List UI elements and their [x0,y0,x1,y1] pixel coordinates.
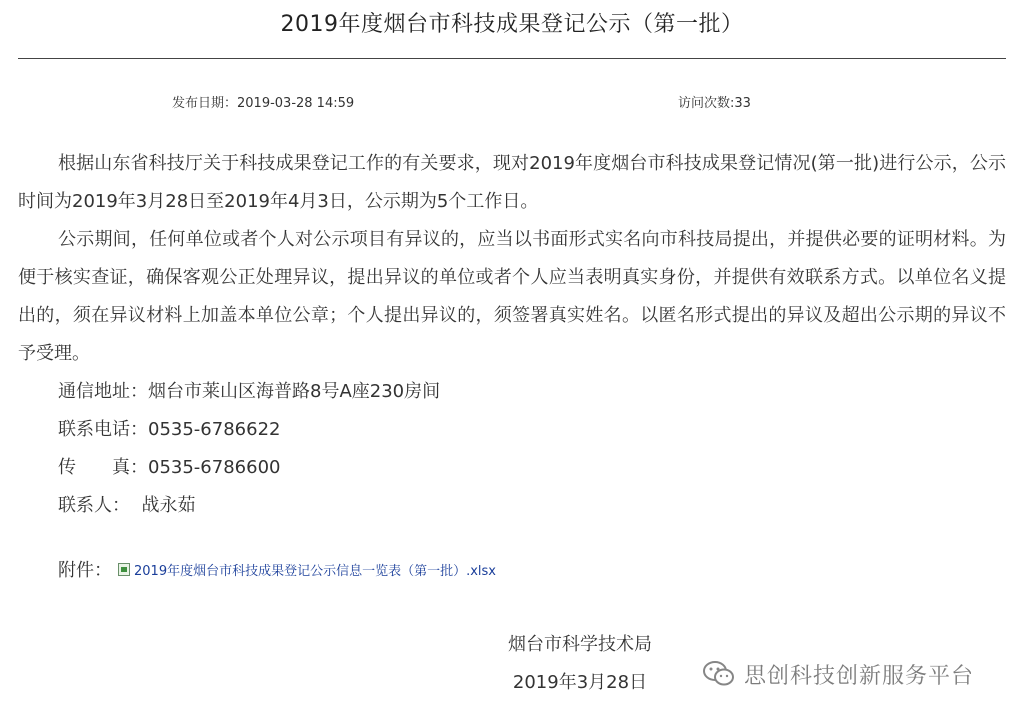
page-title: 2019年度烟台市科技成果登记公示（第一批） [280,12,744,37]
contact-address-label: 通信地址： [58,381,148,402]
contact-person [18,487,1006,525]
contact-person-label: 联系人： [58,495,130,516]
contact-person-value: 战永茹 [141,495,196,516]
contact-phone-label: 联系电话： [58,419,148,440]
paragraph-intro: 根据山东省科技厅关于科技成果登记工作的有关要求，现对2019年度烟台市科技成果登记情况(第一批)进行公示，公示时间为2019年3月28日至2019年4月3日，公示期为5个工作日。 [18,153,1006,212]
signature-date: 2019年3月28日 [512,672,648,693]
contact-fax-label: 传 真： [58,457,148,478]
signature-block [460,626,700,702]
publish-date: 发布日期：2019-03-28 14:59 [172,96,355,111]
contact-fax-value: 0535-6786600 [148,457,281,478]
wechat-icon [702,659,736,689]
contact-phone-value: 0535-6786622 [148,419,281,440]
excel-file-icon [118,563,130,576]
paragraph-objection: 公示期间，任何单位或者个人对公示项目有异议的，应当以书面形式实名向市科技局提出，并提供必要的证明材料。为便于核实查证，确保客观公正处理异议，提出异议的单位或者个人应当表明真实身份，并提供有效联系方式。以单位名义提出的，须在异议材料上加盖本单位公章；个人提出异议的，须签署真实姓名。以匿名形式提出的异议及超出公示期的异议不予受理。 [18,229,1006,364]
article-body [18,145,1006,525]
contact-phone [18,411,1006,449]
attachment-label: 附件： [58,560,112,581]
attachment-row [58,554,496,584]
signature-org: 烟台市科学技术局 [508,634,652,655]
title-divider [18,58,1006,59]
contact-address [18,373,1006,411]
attachment-download-link[interactable]: 2019年度烟台市科技成果登记公示信息一览表（第一批）.xlsx [134,563,496,579]
watermark-text: 思创科技创新服务平台 [744,663,975,689]
watermark [702,656,974,692]
contact-fax [18,449,1006,487]
contact-address-value: 烟台市莱山区海普路8号A座230房间 [148,381,441,402]
visit-count: 访问次数:33 [678,96,751,111]
